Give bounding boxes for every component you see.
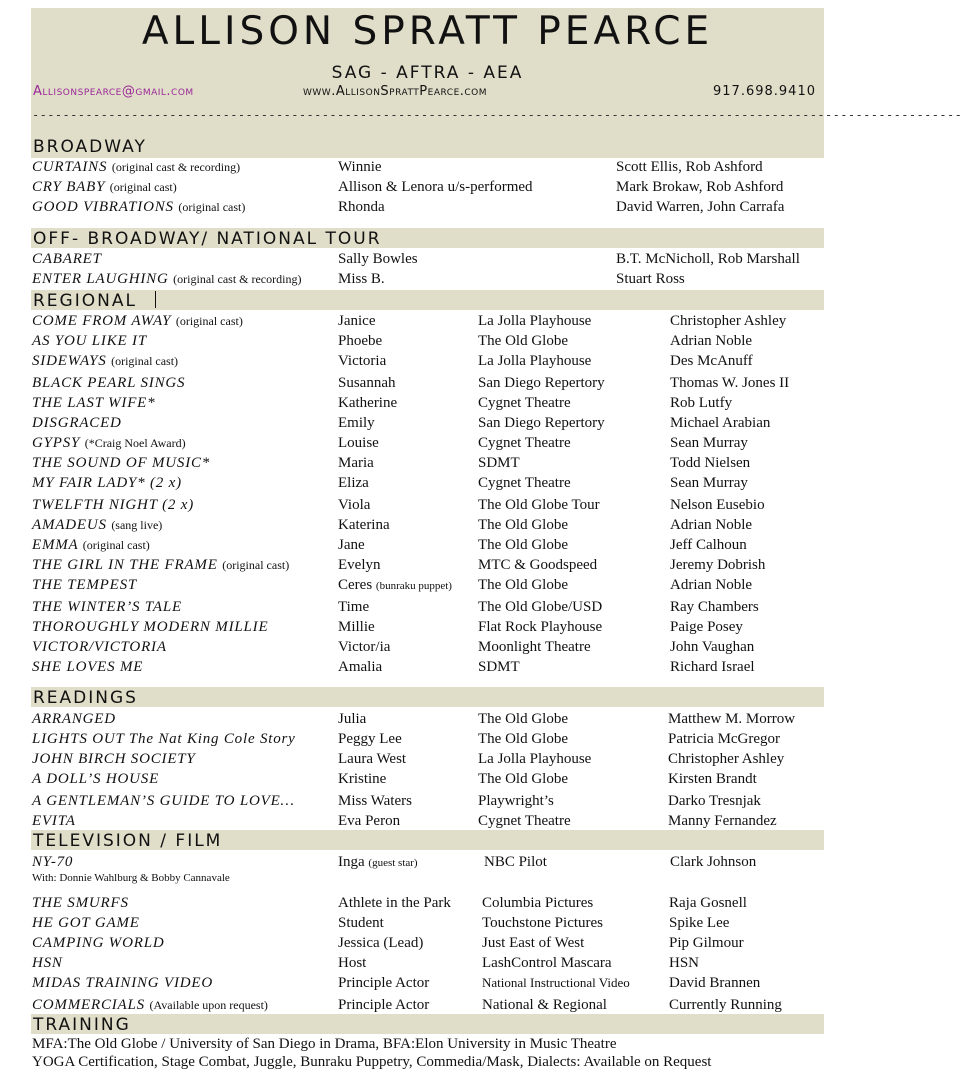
table-row: [0, 433, 858, 453]
credit-title: THOROUGHLY MODERN MILLIE: [32, 619, 269, 635]
credit-director: Spike Lee: [669, 915, 730, 931]
credit-title: EMMA (original cast): [32, 537, 150, 553]
credit-director: B.T. McNicholl, Rob Marshall: [616, 251, 800, 267]
table-row: [0, 852, 858, 872]
credit-title: GOOD VIBRATIONS (original cast): [32, 199, 246, 215]
credit-director: Kirsten Brandt: [668, 771, 757, 787]
website-link[interactable]: www.AllisonSprattPearce.com: [303, 84, 488, 99]
credit-venue: The Old Globe/USD: [478, 599, 603, 615]
credit-title: MY FAIR LADY* (2 x): [32, 475, 182, 491]
credit-venue: The Old Globe: [478, 577, 568, 593]
role-note: (bunraku puppet): [375, 580, 452, 592]
costar-note: With: Donnie Wahlburg & Bobby Cannavale: [32, 872, 230, 884]
credit-title: COMMERCIALS (Available upon request): [32, 997, 268, 1013]
table-row: [0, 157, 858, 177]
credit-role: Winnie: [338, 159, 382, 175]
credit-venue: The Old Globe: [478, 517, 568, 533]
credit-title: HSN: [32, 955, 63, 971]
table-row: [0, 769, 858, 789]
credit-role: Kristine: [338, 771, 387, 787]
section-heading: OFF- BROADWAY/ NATIONAL TOUR: [33, 229, 382, 249]
section-readings: [31, 687, 824, 707]
credit-venue: National & Regional: [482, 997, 607, 1013]
credit-venue: San Diego Repertory: [478, 415, 605, 431]
credit-title: HE GOT GAME: [32, 915, 140, 931]
credit-director: Darko Tresnjak: [668, 793, 761, 809]
credit-venue: The Old Globe: [478, 731, 568, 747]
credit-venue: Playwright’s: [478, 793, 554, 809]
table-row: [0, 555, 858, 575]
credit-role: Julia: [338, 711, 367, 727]
credit-venue: The Old Globe: [478, 333, 568, 349]
credit-director: Jeff Calhoun: [670, 537, 747, 553]
table-row: [0, 351, 858, 371]
section-heading: REGIONAL: [33, 291, 137, 311]
credit-role: Sally Bowles: [338, 251, 418, 267]
credit-venue: Cygnet Theatre: [478, 435, 571, 451]
table-row: [0, 973, 858, 993]
credit-title: A DOLL’S HOUSE: [32, 771, 160, 787]
divider-line: --------------------------------------------------------------------------------------------------------------------------: [32, 108, 962, 122]
credit-role: Millie: [338, 619, 375, 635]
credit-role: Janice: [338, 313, 376, 329]
credit-role: Rhonda: [338, 199, 385, 215]
credit-title: BLACK PEARL SINGS: [32, 375, 186, 391]
table-row: [0, 177, 858, 197]
credit-director: Christopher Ashley: [670, 313, 787, 329]
section-heading: BROADWAY: [33, 137, 147, 157]
credit-venue: La Jolla Playhouse: [478, 313, 592, 329]
table-row: [0, 617, 858, 637]
credit-title: ENTER LAUGHING (original cast & recording): [32, 271, 302, 287]
table-row: [0, 657, 858, 677]
credit-director: Adrian Noble: [670, 577, 753, 593]
credit-role: Host: [338, 955, 367, 971]
credit-title: CURTAINS (original cast & recording): [32, 159, 241, 175]
credit-title: THE TEMPEST: [32, 577, 138, 593]
credit-note: (original cast & recording): [111, 160, 241, 174]
credit-note: (sang live): [111, 518, 163, 532]
credit-director: Christopher Ashley: [668, 751, 785, 767]
credit-note: (Available upon request): [149, 998, 268, 1012]
union-affiliations: SAG - AFTRA - AEA: [331, 63, 524, 83]
credit-title: JOHN BIRCH SOCIETY: [32, 751, 196, 767]
credit-title: THE SOUND OF MUSIC*: [32, 455, 211, 471]
table-row: [0, 373, 858, 393]
section-broadway: [31, 136, 824, 156]
section-training: [31, 1014, 824, 1034]
credit-role: Peggy Lee: [338, 731, 402, 747]
credit-director: Paige Posey: [670, 619, 743, 635]
table-row: [0, 913, 858, 933]
credit-title: CRY BABY (original cast): [32, 179, 177, 195]
credit-title: EVITA: [32, 813, 76, 829]
credit-director: Ray Chambers: [670, 599, 759, 615]
credit-venue: NBC Pilot: [484, 854, 547, 870]
credit-role: Amalia: [338, 659, 383, 675]
credit-role: Eva Peron: [338, 813, 401, 829]
credit-director: Adrian Noble: [670, 333, 753, 349]
credit-role: Maria: [338, 455, 374, 471]
credit-role: Jessica (Lead): [338, 935, 424, 951]
credit-director: John Vaughan: [670, 639, 755, 655]
credit-venue: Cygnet Theatre: [478, 813, 571, 829]
table-row: [0, 811, 858, 831]
credit-director: Raja Gosnell: [669, 895, 747, 911]
credit-title: A GENTLEMAN’S GUIDE TO LOVE…: [32, 793, 295, 809]
credit-role: Principle Actor: [338, 997, 430, 1013]
credit-role: Inga (guest star): [338, 854, 418, 870]
credit-role: Susannah: [338, 375, 396, 391]
credit-title: COME FROM AWAY (original cast): [32, 313, 243, 329]
credit-director: Rob Lutfy: [670, 395, 733, 411]
section-heading: TRAINING: [33, 1015, 131, 1035]
credit-director: Clark Johnson: [670, 854, 757, 870]
table-row: [0, 311, 858, 331]
training-skills: YOGA Certification, Stage Combat, Juggle, Bunraku Puppetry, Commedia/Mask, Dialects: Available on Request: [32, 1054, 712, 1070]
section-tv-film: [31, 830, 824, 850]
table-row: [0, 575, 858, 595]
credit-title: VICTOR/VICTORIA: [32, 639, 167, 655]
credit-role: Emily: [338, 415, 375, 431]
credit-role: Laura West: [338, 751, 407, 767]
credit-director: Thomas W. Jones II: [670, 375, 790, 391]
credit-role: Victoria: [338, 353, 387, 369]
credit-venue: La Jolla Playhouse: [478, 353, 592, 369]
credit-role: Student: [338, 915, 384, 931]
credit-title: CABARET: [32, 251, 102, 267]
credit-role: Time: [338, 599, 370, 615]
credit-title: NY-70: [32, 854, 74, 870]
table-row: [0, 331, 858, 351]
credit-venue: LashControl Mascara: [482, 955, 612, 971]
table-row: [0, 749, 858, 769]
credit-director: Stuart Ross: [616, 271, 685, 287]
credit-role: Jane: [338, 537, 365, 553]
credit-director: Nelson Eusebio: [670, 497, 765, 513]
credit-title: DISGRACED: [32, 415, 122, 431]
table-row: [0, 729, 858, 749]
actor-name: ALLISON SPRATT PEARCE: [141, 9, 714, 54]
credit-director: David Brannen: [669, 975, 761, 991]
credit-title: THE WINTER’S TALE: [32, 599, 182, 615]
credit-title: AS YOU LIKE IT: [32, 333, 147, 349]
credit-director: Manny Fernandez: [668, 813, 777, 829]
section-off-broadway: [31, 228, 824, 248]
table-row: [0, 269, 858, 289]
table-row: [0, 515, 858, 535]
credit-role: Athlete in the Park: [338, 895, 451, 911]
credit-venue: MTC & Goodspeed: [478, 557, 598, 573]
credit-note: (*Craig Noel Award): [84, 436, 186, 450]
training-degrees: MFA:The Old Globe / University of San Diego in Drama, BFA:Elon University in Music Theatre: [32, 1036, 617, 1052]
credit-role: Katerina: [338, 517, 390, 533]
table-row: [0, 249, 858, 269]
credit-title: SIDEWAYS (original cast): [32, 353, 179, 369]
table-row: [0, 597, 858, 617]
credit-director: Matthew M. Morrow: [668, 711, 796, 727]
credit-director: Sean Murray: [670, 435, 748, 451]
table-row: [0, 709, 858, 729]
table-row: [0, 791, 858, 811]
credit-director: Richard Israel: [670, 659, 755, 675]
credit-role: Phoebe: [338, 333, 383, 349]
credit-venue: Flat Rock Playhouse: [478, 619, 603, 635]
credit-role: Allison & Lenora u/s-performed: [338, 179, 533, 195]
credit-role: Louise: [338, 435, 379, 451]
credit-venue: Cygnet Theatre: [478, 395, 571, 411]
credit-role: Principle Actor: [338, 975, 430, 991]
table-row: [0, 933, 858, 953]
email-link[interactable]: Allisonspearce@gmail.com: [33, 84, 194, 99]
credit-title: GYPSY (*Craig Noel Award): [32, 435, 186, 451]
credit-title: LIGHTS OUT The Nat King Cole Story: [32, 731, 296, 747]
credit-title: AMADEUS (sang live): [32, 517, 163, 533]
credit-note: (original cast): [175, 314, 243, 328]
credit-role: Ceres (bunraku puppet): [338, 577, 452, 593]
table-row: [0, 637, 858, 657]
credit-venue: SDMT: [478, 659, 520, 675]
credit-director: David Warren, John Carrafa: [616, 199, 785, 215]
credit-title: ARRANGED: [32, 711, 116, 727]
credit-title: CAMPING WORLD: [32, 935, 165, 951]
table-row: [0, 893, 858, 913]
credit-venue: SDMT: [478, 455, 520, 471]
credit-title: MIDAS TRAINING VIDEO: [32, 975, 213, 991]
credit-note: (original cast & recording): [173, 272, 302, 286]
section-regional: [31, 290, 824, 310]
credit-title: SHE LOVES ME: [32, 659, 144, 675]
table-row: [0, 473, 858, 493]
credit-title: THE LAST WIFE*: [32, 395, 156, 411]
credit-title: THE GIRL IN THE FRAME (original cast): [32, 557, 290, 573]
credit-director: Pip Gilmour: [669, 935, 744, 951]
section-heading: READINGS: [33, 688, 138, 708]
credit-director: Patricia McGregor: [668, 731, 781, 747]
credit-venue: The Old Globe: [478, 771, 568, 787]
credit-role: Miss B.: [338, 271, 385, 287]
credit-director: HSN: [669, 955, 700, 971]
table-row: [0, 535, 858, 555]
credit-director: Des McAnuff: [670, 353, 753, 369]
credit-director: Adrian Noble: [670, 517, 753, 533]
credit-venue: The Old Globe Tour: [478, 497, 600, 513]
credit-director: Todd Nielsen: [670, 455, 751, 471]
credit-director: Jeremy Dobrish: [670, 557, 766, 573]
text-cursor: [155, 291, 156, 308]
credit-role: Katherine: [338, 395, 398, 411]
table-row: [0, 197, 858, 217]
credit-title: TWELFTH NIGHT (2 x): [32, 497, 195, 513]
credit-venue: Moonlight Theatre: [478, 639, 591, 655]
credit-venue: Cygnet Theatre: [478, 475, 571, 491]
table-row: [0, 413, 858, 433]
phone-number: 917.698.9410: [713, 84, 816, 99]
credit-note: (original cast): [111, 354, 179, 368]
credit-role: Viola: [338, 497, 371, 513]
credit-venue: The Old Globe: [478, 537, 568, 553]
credit-venue: National Instructional Video: [482, 975, 630, 990]
table-row: [0, 953, 858, 973]
credit-note: (original cast): [109, 180, 177, 194]
credit-director: Mark Brokaw, Rob Ashford: [616, 179, 784, 195]
credit-role: Evelyn: [338, 557, 381, 573]
credit-venue: Touchstone Pictures: [482, 915, 604, 931]
credit-venue: Columbia Pictures: [482, 895, 594, 911]
credit-note: (original cast): [82, 538, 150, 552]
credit-venue: Just East of West: [482, 935, 585, 951]
credit-director: Currently Running: [669, 997, 782, 1013]
table-row: [0, 453, 858, 473]
table-row: [0, 393, 858, 413]
credit-note: (original cast): [222, 558, 290, 572]
table-row: [0, 495, 858, 515]
credit-director: Sean Murray: [670, 475, 748, 491]
credit-role: Victor/ia: [338, 639, 391, 655]
table-row: [0, 995, 858, 1015]
credit-role: Eliza: [338, 475, 369, 491]
credit-title: THE SMURFS: [32, 895, 129, 911]
credit-venue: San Diego Repertory: [478, 375, 605, 391]
credit-director: Michael Arabian: [670, 415, 771, 431]
credit-note: (original cast): [178, 200, 246, 214]
credit-role: Miss Waters: [338, 793, 412, 809]
credit-director: Scott Ellis, Rob Ashford: [616, 159, 763, 175]
section-heading: TELEVISION / FILM: [33, 831, 223, 851]
credit-venue: The Old Globe: [478, 711, 568, 727]
credit-venue: La Jolla Playhouse: [478, 751, 592, 767]
